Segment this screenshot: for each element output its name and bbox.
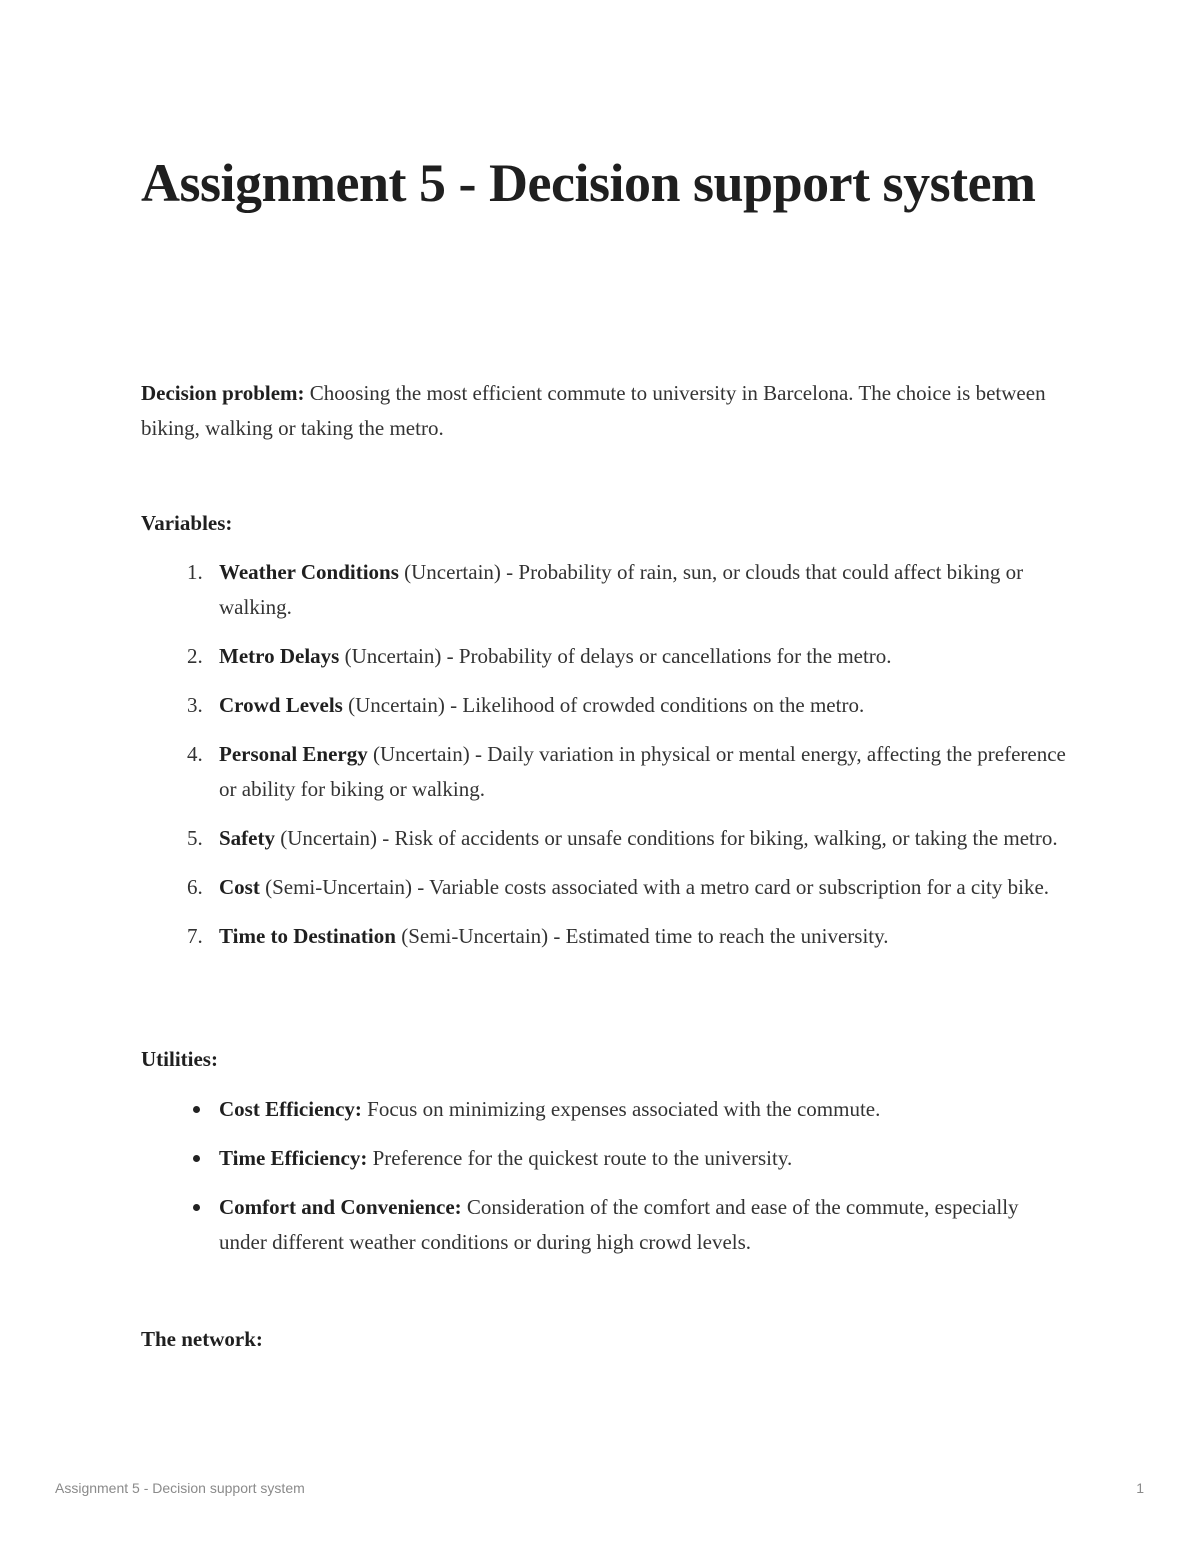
bullet-icon [193, 1155, 200, 1162]
utility-name: Time Efficiency: [219, 1146, 368, 1170]
list-number: 5. [187, 826, 203, 850]
list-item [141, 919, 1071, 954]
utilities-list [141, 1092, 1071, 1274]
list-item [141, 1190, 1071, 1260]
list-item [141, 821, 1071, 856]
variable-description: (Uncertain) - Likelihood of crowded conditions on the metro. [342, 693, 865, 717]
decision-problem-label: Decision problem: [141, 381, 305, 405]
variable-name: Time to Destination [219, 924, 396, 948]
decision-problem-text: Choosing the most efficient commute to university in Barcelona. The choice is between biking, walking or taking the metro. [141, 381, 1046, 440]
variable-description: (Uncertain) - Daily variation in physical or mental energy, affecting the preference or ability for biking or walking. [219, 742, 1066, 801]
list-number: 7. [187, 924, 203, 948]
variable-name: Personal Energy [219, 742, 368, 766]
list-number: 3. [187, 693, 203, 717]
list-number: 2. [187, 644, 203, 668]
footer-page-number: 1 [1136, 1480, 1144, 1496]
list-item [141, 737, 1071, 807]
network-heading: The network: [141, 1327, 263, 1351]
list-number: 4. [187, 742, 203, 766]
bullet-icon [193, 1106, 200, 1113]
utilities-heading: Utilities: [141, 1047, 218, 1071]
list-number: 1. [187, 560, 203, 584]
utility-description: Focus on minimizing expenses associated with the commute. [361, 1097, 881, 1121]
variable-name: Metro Delays [219, 644, 340, 668]
utility-description: Preference for the quickest route to the university. [367, 1146, 793, 1170]
decision-problem [141, 376, 1061, 446]
variables-list [141, 555, 1071, 968]
bullet-icon [193, 1204, 200, 1211]
variable-name: Weather Conditions [219, 560, 399, 584]
variable-name: Crowd Levels [219, 693, 343, 717]
list-number: 6. [187, 875, 203, 899]
list-item [141, 870, 1071, 905]
list-item [141, 1092, 1071, 1127]
page-title: Assignment 5 - Decision support system [141, 153, 1036, 213]
variable-description: (Semi-Uncertain) - Variable costs associated with a metro card or subscription for a city bike. [259, 875, 1050, 899]
variable-name: Cost [219, 875, 260, 899]
list-item [141, 688, 1071, 723]
utility-description: Consideration of the comfort and ease of the commute, especially under different weather conditions or during high crowd levels. [219, 1195, 1019, 1254]
list-item [141, 555, 1071, 625]
utility-name: Comfort and Convenience: [219, 1195, 462, 1219]
variable-description: (Semi-Uncertain) - Estimated time to reach the university. [395, 924, 889, 948]
variable-description: (Uncertain) - Probability of delays or cancellations for the metro. [339, 644, 892, 668]
variable-name: Safety [219, 826, 275, 850]
list-item [141, 639, 1071, 674]
list-item [141, 1141, 1071, 1176]
utility-name: Cost Efficiency: [219, 1097, 362, 1121]
footer-document-title: Assignment 5 - Decision support system [55, 1480, 305, 1496]
variable-description: (Uncertain) - Risk of accidents or unsafe conditions for biking, walking, or taking the metro. [275, 826, 1058, 850]
variable-description: (Uncertain) - Probability of rain, sun, or clouds that could affect biking or walking. [219, 560, 1024, 619]
variables-heading: Variables: [141, 511, 233, 535]
